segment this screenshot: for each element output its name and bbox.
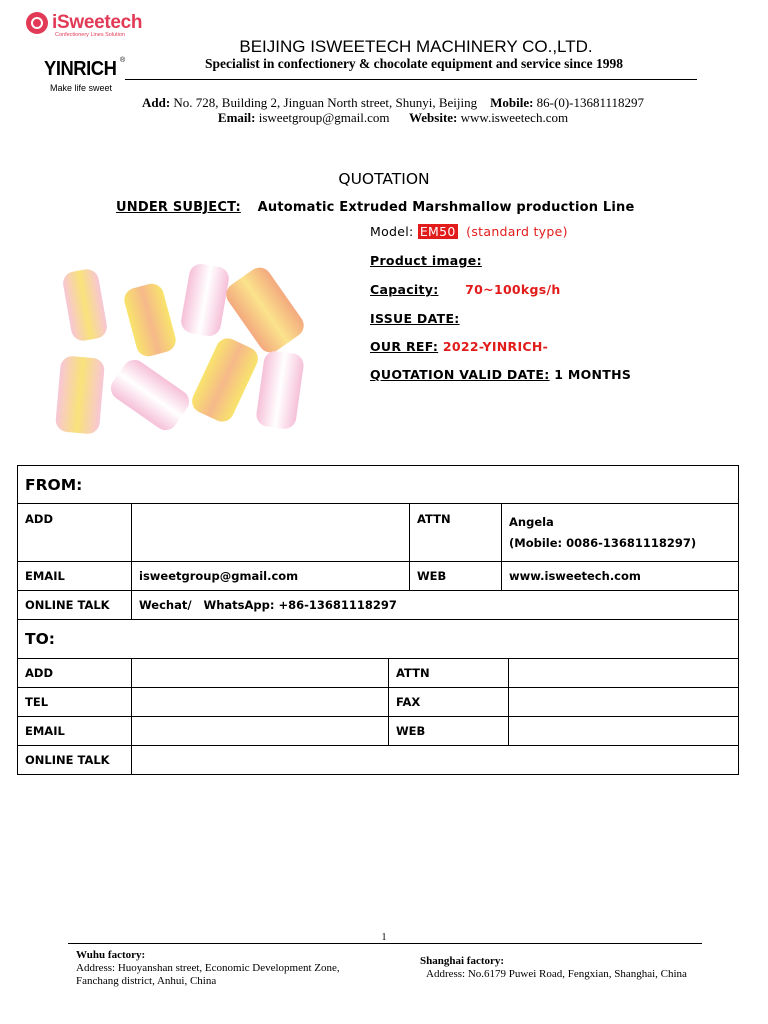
to-tel-value[interactable] xyxy=(132,688,389,717)
page-number: 1 xyxy=(381,932,387,943)
ref-value: 2022-YINRICH- xyxy=(442,339,549,354)
email-label: Email: xyxy=(217,110,256,125)
model-line xyxy=(370,224,568,239)
shanghai-factory xyxy=(420,955,687,981)
website-value: www.isweetech.com xyxy=(460,110,569,125)
yinrich-logo-tagline: Make life sweet xyxy=(50,83,113,93)
isweetech-logo-icon xyxy=(26,12,48,34)
subject-value: Automatic Extruded Marshmallow production Line xyxy=(257,200,635,215)
yinrich-logo-icon: YINRICH xyxy=(44,58,117,80)
from-web-value: www.isweetech.com xyxy=(502,562,739,591)
valid-value: 1 MONTHS xyxy=(554,367,632,382)
from-section-title: FROM: xyxy=(18,466,739,504)
from-email-value: isweetgroup@gmail.com xyxy=(132,562,410,591)
marshmallow-8 xyxy=(255,350,305,431)
ref-line xyxy=(370,339,548,354)
from-talk-label: ONLINE TALK xyxy=(18,591,132,620)
valid-line xyxy=(370,367,631,382)
marshmallow-6 xyxy=(106,355,193,435)
marshmallow-5 xyxy=(55,355,105,435)
address-label: Add: xyxy=(141,95,171,110)
registered-mark: ® xyxy=(120,57,126,64)
to-add-value[interactable] xyxy=(132,659,389,688)
to-web-label: WEB xyxy=(389,717,509,746)
address-value: No. 728, Building 2, Jinguan North street, Shunyi, Beijing xyxy=(173,95,478,110)
from-web-label: WEB xyxy=(410,562,502,591)
mobile-value: 86-(0)-13681118297 xyxy=(536,95,645,110)
footer-divider xyxy=(68,943,702,944)
to-web-value[interactable] xyxy=(509,717,739,746)
website-label: Website: xyxy=(408,110,458,125)
to-talk-label: ONLINE TALK xyxy=(18,746,132,775)
to-tel-label: TEL xyxy=(18,688,132,717)
product-image-label: Product image: xyxy=(370,253,482,268)
from-attn-mobile: (Mobile: 0086-13681118297) xyxy=(509,536,697,550)
marshmallow-2 xyxy=(122,281,179,359)
to-table xyxy=(17,619,739,775)
from-attn-value xyxy=(502,504,739,562)
marshmallow-7 xyxy=(188,334,262,425)
model-type: (standard type) xyxy=(466,224,568,239)
to-section-title: TO: xyxy=(18,620,739,659)
marshmallow-3 xyxy=(179,262,231,338)
to-email-value[interactable] xyxy=(132,717,389,746)
wuhu-address-2: Fanchang district, Anhui, China xyxy=(76,975,217,987)
mobile-label: Mobile: xyxy=(490,95,534,110)
to-fax-label: FAX xyxy=(389,688,509,717)
capacity-value: 70~100kgs/h xyxy=(465,282,561,297)
header-divider xyxy=(125,79,697,80)
marshmallow-1 xyxy=(61,267,109,342)
marshmallow-product-image xyxy=(40,255,340,445)
address-line xyxy=(0,95,768,111)
wuhu-label: Wuhu factory: xyxy=(76,949,146,961)
from-attn-label: ATTN xyxy=(410,504,502,562)
email-value: isweetgroup@gmail.com xyxy=(258,110,390,125)
subject-label: UNDER SUBJECT: xyxy=(116,200,241,215)
from-table xyxy=(17,465,739,620)
wuhu-address-1: Address: Huoyanshan street, Economic Development Zone, xyxy=(76,962,340,974)
issue-date-label: ISSUE DATE: xyxy=(370,311,460,326)
from-add-value[interactable] xyxy=(132,504,410,562)
model-label: Model: xyxy=(370,224,414,239)
subject-line xyxy=(116,200,635,215)
capacity-line xyxy=(370,282,561,297)
capacity-label: Capacity: xyxy=(370,282,439,297)
to-talk-value[interactable] xyxy=(132,746,739,775)
from-talk-value: Wechat/ WhatsApp: +86-13681118297 xyxy=(132,591,739,620)
quotation-title: QUOTATION xyxy=(338,170,430,188)
to-fax-value[interactable] xyxy=(509,688,739,717)
to-add-label: ADD xyxy=(18,659,132,688)
contact-line xyxy=(0,110,768,126)
from-attn-name: Angela xyxy=(509,515,554,529)
wuhu-factory xyxy=(76,949,340,988)
from-email-label: EMAIL xyxy=(18,562,132,591)
company-tagline: Specialist in confectionery & chocolate equipment and service since 1998 xyxy=(204,56,624,71)
to-email-label: EMAIL xyxy=(18,717,132,746)
valid-label: QUOTATION VALID DATE: xyxy=(370,367,550,382)
from-add-label: ADD xyxy=(18,504,132,562)
shanghai-address: Address: No.6179 Puwei Road, Fengxian, Shanghai, China xyxy=(426,968,687,980)
to-attn-value[interactable] xyxy=(509,659,739,688)
to-attn-label: ATTN xyxy=(389,659,509,688)
company-name: BEIJING ISWEETECH MACHINERY CO.,LTD. xyxy=(239,37,593,56)
isweetech-logo-tagline: Confectionery Lines Solution xyxy=(55,32,126,38)
shanghai-label: Shanghai factory: xyxy=(420,955,505,967)
isweetech-logo-text: iSweetech xyxy=(52,12,143,33)
model-value: EM50 xyxy=(419,224,456,239)
ref-label: OUR REF: xyxy=(370,339,439,354)
